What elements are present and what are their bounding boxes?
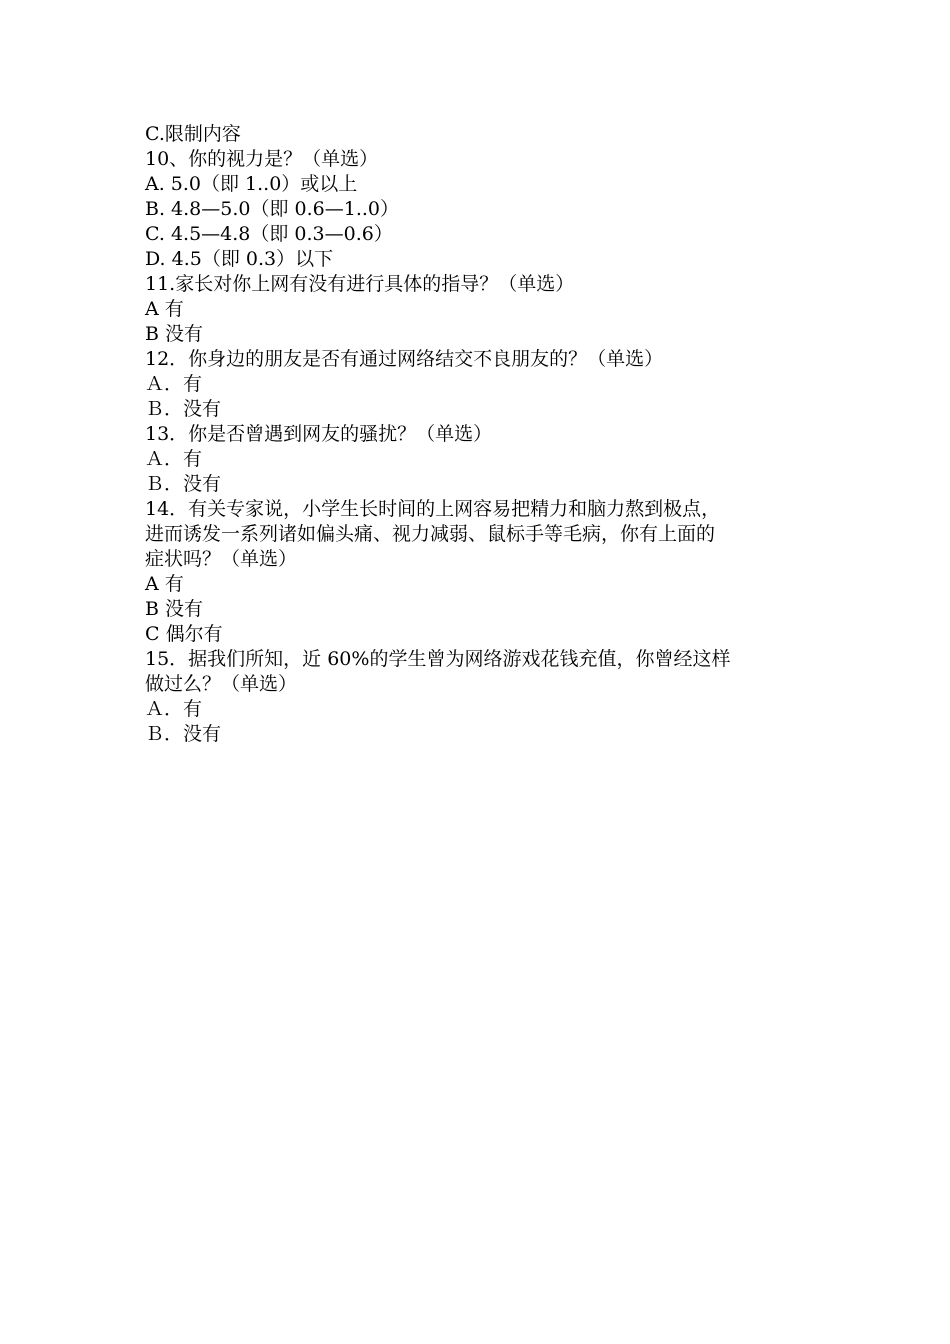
q14-option-b: B 没有 bbox=[145, 598, 204, 620]
q10-option-c: C. 4.5—4.8（即 0.3—0.6） bbox=[145, 223, 393, 245]
q14-question-line-3: 症状吗？（单选） bbox=[145, 548, 298, 570]
q14-question-line-1: 14．有关专家说，小学生长时间的上网容易把精力和脑力熬到极点， bbox=[145, 498, 721, 520]
q10-option-b: B. 4.8—5.0（即 0.6—1..0） bbox=[145, 198, 399, 220]
q15-question-line-2: 做过么？（单选） bbox=[145, 673, 298, 695]
q12-option-b: Ｂ．没有 bbox=[145, 398, 222, 420]
q14-question-line-2: 进而诱发一系列诸如偏头痛、视力减弱、鼠标手等毛病，你有上面的 bbox=[145, 523, 716, 545]
q14-option-a: A 有 bbox=[145, 573, 184, 595]
q12-question: 12．你身边的朋友是否有通过网络结交不良朋友的？（单选） bbox=[145, 348, 664, 370]
q11-option-b: B 没有 bbox=[145, 323, 204, 345]
q15-option-a: Ａ．有 bbox=[145, 698, 203, 720]
q11-option-a: A 有 bbox=[145, 298, 184, 320]
q14-option-c: C 偶尔有 bbox=[145, 623, 223, 645]
q9-option-c: C.限制内容 bbox=[145, 123, 241, 145]
q13-option-a: Ａ．有 bbox=[145, 448, 203, 470]
q15-option-b: Ｂ．没有 bbox=[145, 723, 222, 745]
q10-option-d: D. 4.5（即 0.3）以下 bbox=[145, 248, 334, 270]
q11-question: 11.家长对你上网有没有进行具体的指导？（单选） bbox=[145, 273, 575, 295]
document-page bbox=[145, 122, 815, 747]
q13-question: 13．你是否曾遇到网友的骚扰？（单选） bbox=[145, 423, 493, 445]
q10-option-a: A. 5.0（即 1..0）或以上 bbox=[145, 173, 358, 195]
q15-question-line-1: 15．据我们所知，近 60%的学生曾为网络游戏花钱充值，你曾经这样 bbox=[145, 648, 731, 670]
q13-option-b: Ｂ．没有 bbox=[145, 473, 222, 495]
q10-question: 10、你的视力是？（单选） bbox=[145, 148, 379, 170]
q12-option-a: Ａ．有 bbox=[145, 373, 203, 395]
